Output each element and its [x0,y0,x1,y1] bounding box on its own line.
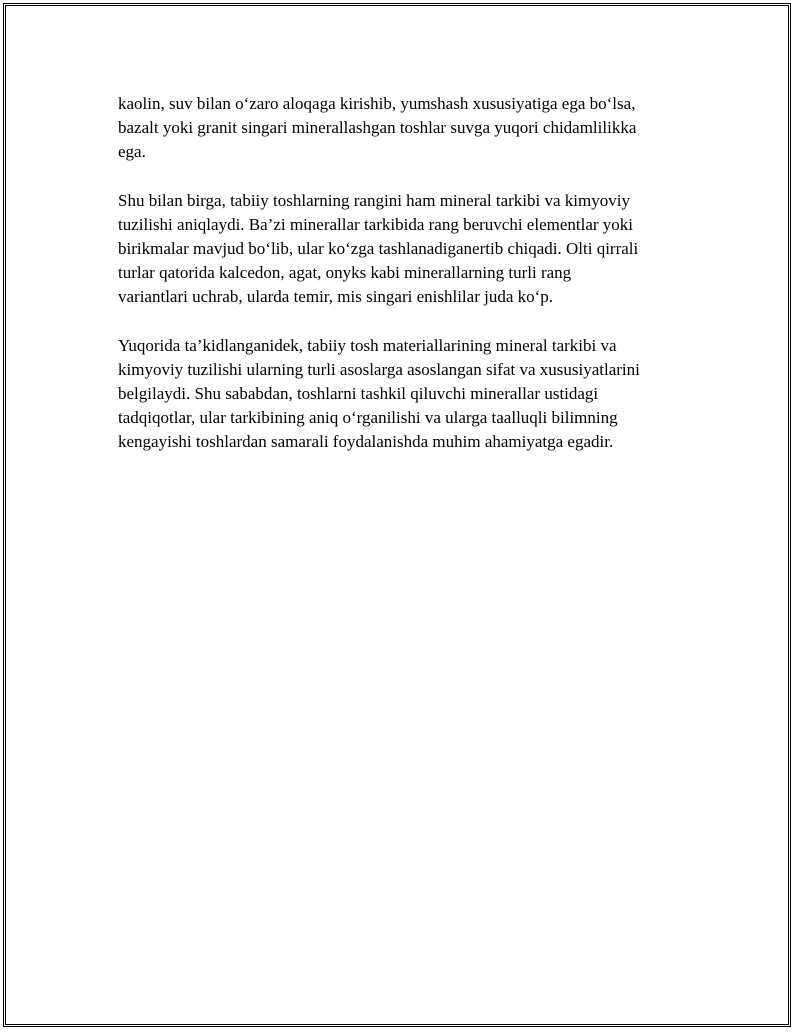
paragraph-1: kaolin, suv bilan o‘zaro aloqaga kirishib, yumshash xususiyatiga ega bo‘lsa, bazalt yoki granit singari minerallashgan toshlar suvga yuqori chidamlilikka ega. [118,94,637,162]
document-body [118,92,698,479]
paragraph-3: Yuqorida ta’kidlanganidek, tabiiy tosh materiallarining mineral tarkibi va kimyoviy tuzilishi ularning turli asoslarga asoslangan sifat va xususiyatlarini belgilaydi. Shu sababdan, toshlarni tashkil qiluvchi minerallar ustidagi tadqiqotlar, ular tarkibining aniq o‘rganilishi va ularga taalluqli bilimning kengayishi toshlardan samarali foydalanishda muhim ahamiyatga egadir. [118,335,640,452]
paragraph-2: Shu bilan birga, tabiiy toshlarning rangini ham mineral tarkibi va kimyoviy tuzilishi aniqlaydi. Ba’zi minerallar tarkibida rang beruvchi elementlar yoki birikmalar mavjud bo‘lib, ular ko‘zga tashlanadiganertib chiqadi. Olti qirrali turlar qatorida kalcedon, agat, onyks kabi minerallarning turli rang variantlari uchrab, ularda temir, mis singari enishlilar juda ko‘p. [118,190,639,307]
